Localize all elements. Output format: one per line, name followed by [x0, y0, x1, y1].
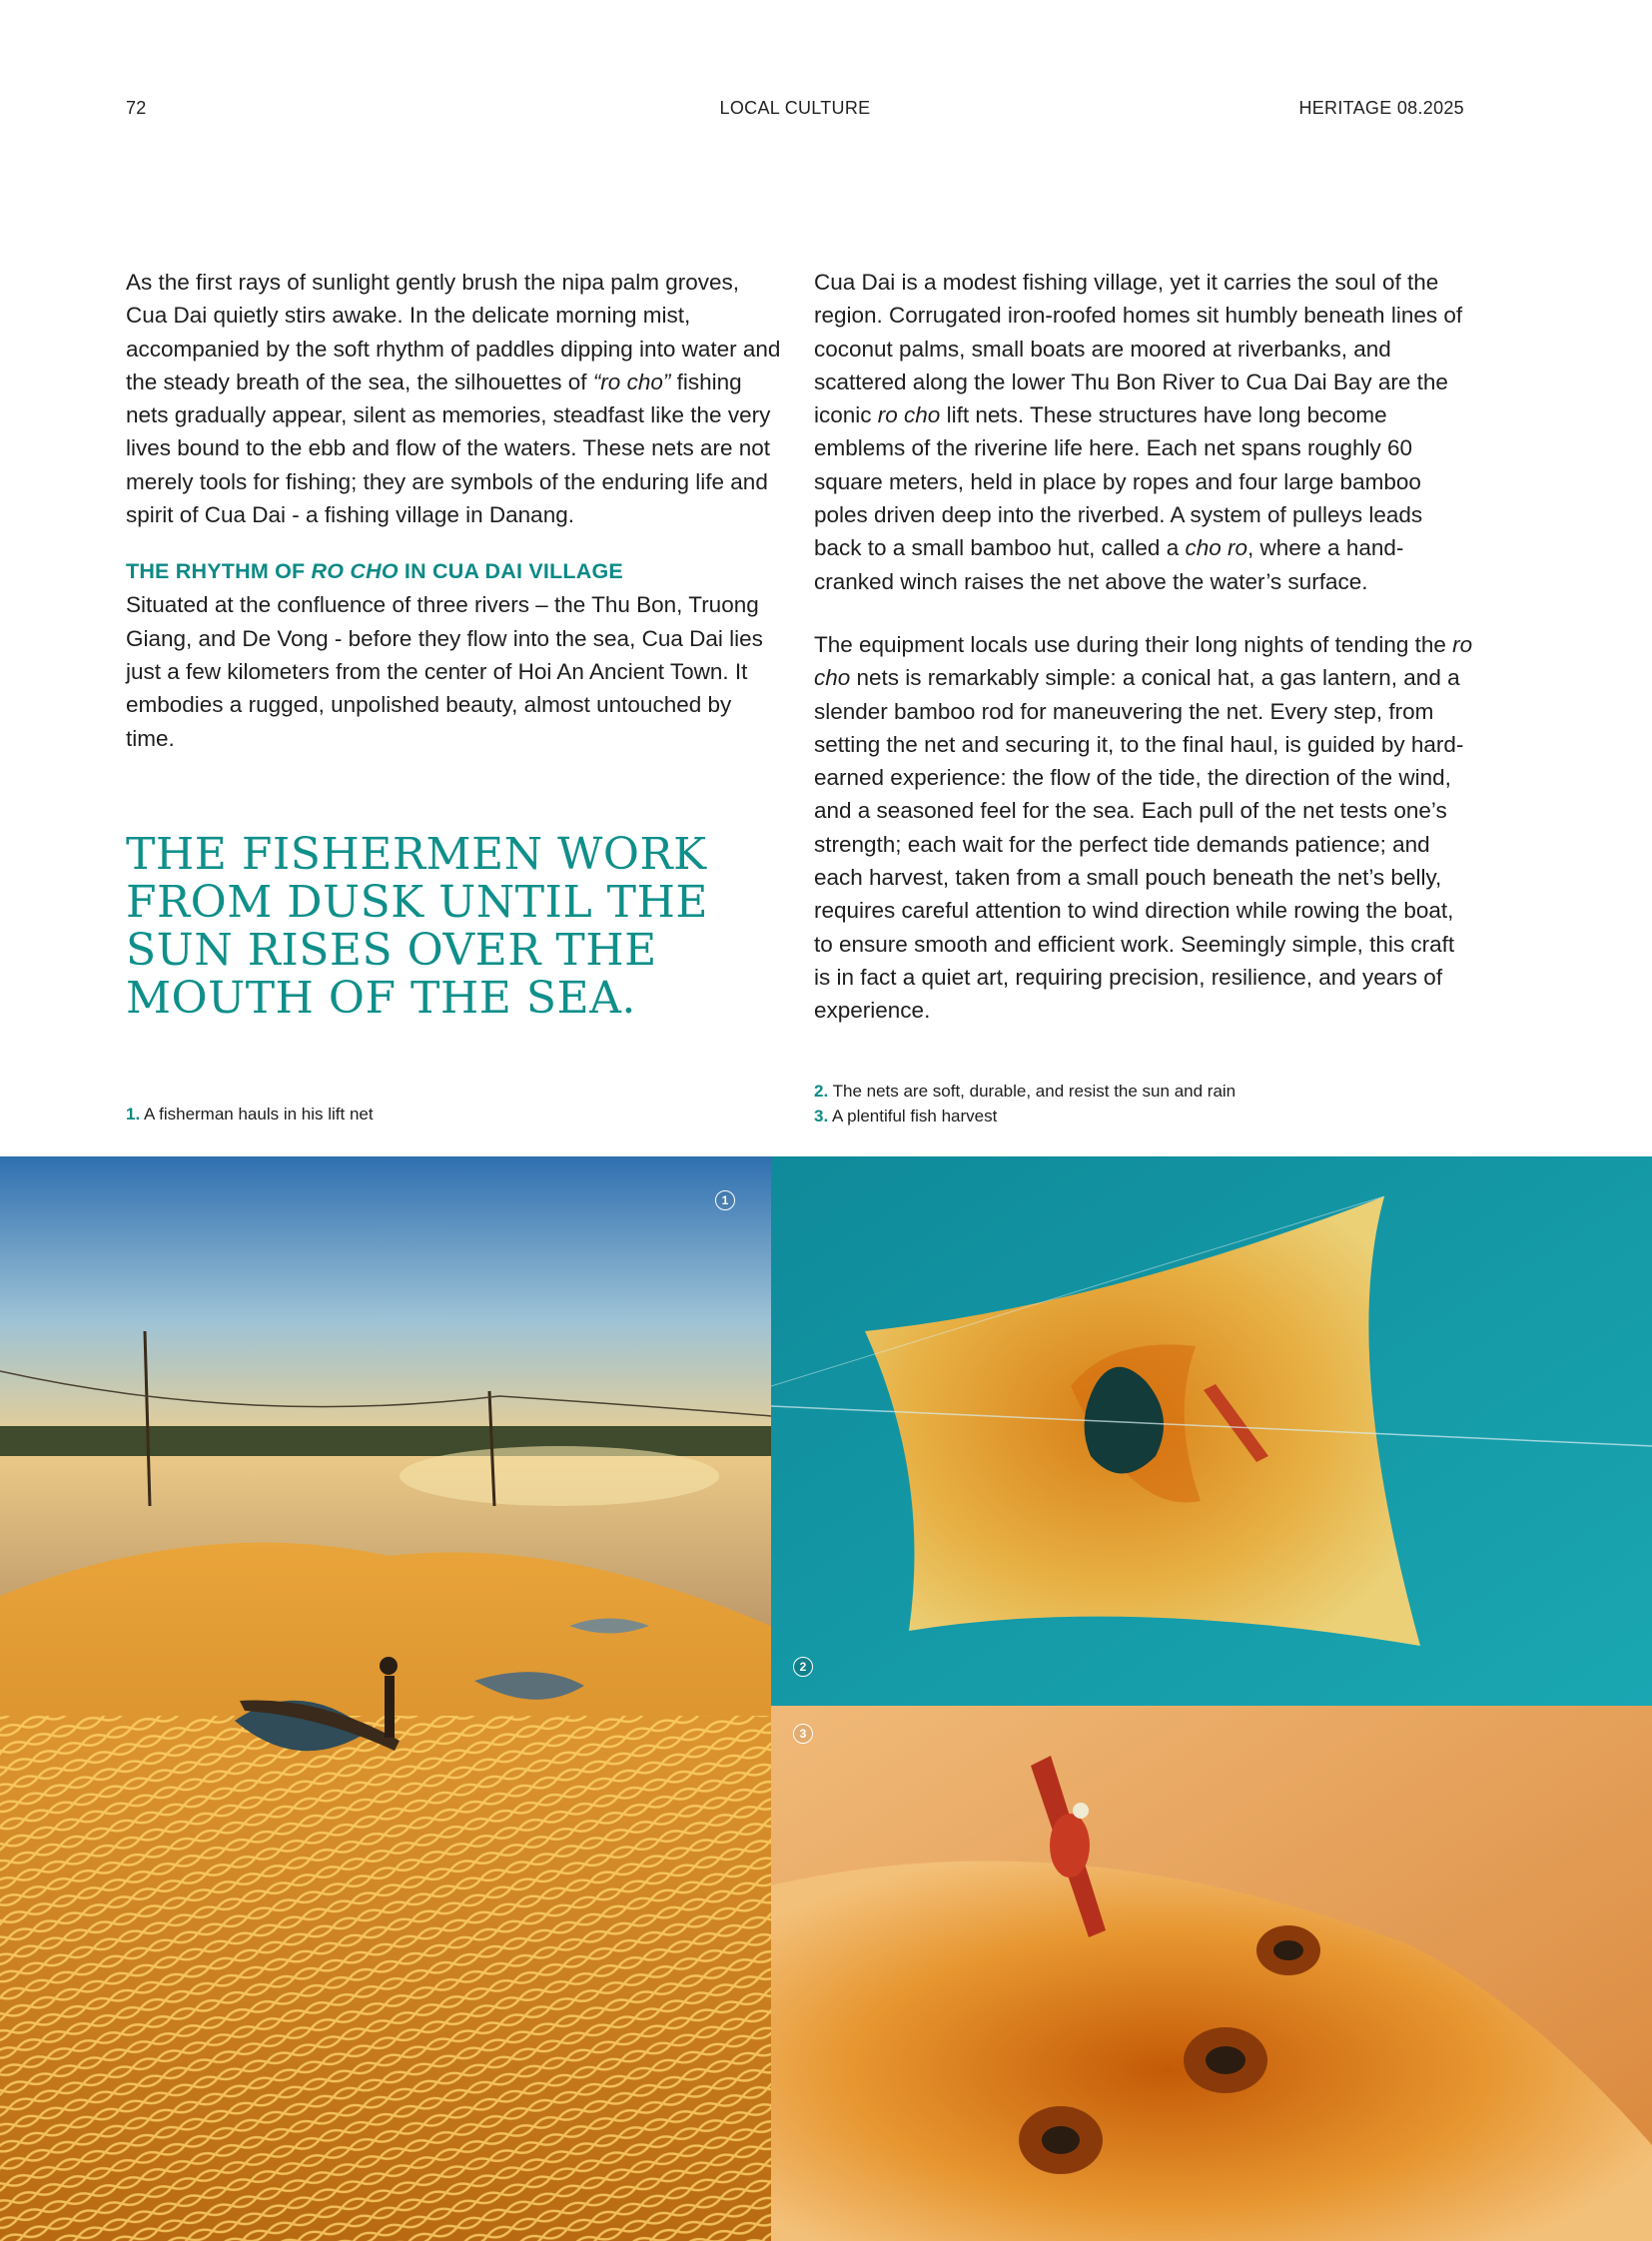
- caption-3: 3. A plentiful fish harvest: [814, 1107, 998, 1125]
- left-column: [126, 266, 785, 755]
- issue-label: HERITAGE 08.2025: [1298, 98, 1464, 118]
- page-number: 72: [126, 98, 147, 118]
- photo-number-badge-2: 2: [793, 1657, 813, 1677]
- right-column: [814, 266, 1473, 1028]
- intro-paragraph: As the first rays of sunlight gently brush the nipa palm groves, Cua Dai quietly stirs awake. In the delicate morning mist, accompanied by the soft rhythm of paddles dipping into water and the steady breath of the sea, the silhouettes of “ro cho” fishing nets gradually appear, silent as memories, steadfast like the very lives bound to the ebb and flow of the waters. These nets are not merely tools for fishing; they are symbols of the enduring life and spirit of Cua Dai - a fishing village in Danang.: [126, 270, 781, 528]
- photo-fish-harvest: [771, 1706, 1652, 2241]
- page-header: [126, 98, 1464, 122]
- intro-term: “ro cho”: [592, 369, 671, 394]
- body-paragraph-4: The equipment locals use during their long nights of tending the ro cho nets is remarkably simple: a conical hat, a gas lantern, and a slender bamboo rod for maneuvering the net. Every step, from setting the net and securing it, to the final haul, is guided by hard-earned experience: the flow of the tide, the direction of the wind, and a seasoned feel for the sea. Each pull of the net tests one’s strength; each wait for the perfect tide demands patience; and each harvest, taken from a small pouch beneath the net’s belly, requires careful attention to wind direction while rowing the boat, to ensure smooth and efficient work. Seemingly simple, this craft is in fact a quiet art, requiring precision, resilience, and years of experience.: [814, 631, 1473, 1024]
- pull-quote: THE FISHERMEN WORK FROM DUSK UNTIL THE SUN RISES OVER THE MOUTH OF THE SEA.: [126, 829, 708, 1024]
- photo-number-badge-1: 1: [715, 1190, 735, 1210]
- photo-fisherman-lift-net: [0, 1156, 771, 2241]
- section-subheading: THE RHYTHM OF RO CHO IN CUA DAI VILLAGE: [126, 559, 623, 584]
- photo-net-aerial-teal: [771, 1156, 1652, 1706]
- body-paragraph-2: Situated at the confluence of three rivers – the Thu Bon, Truong Giang, and De Vong - before they flow into the sea, Cua Dai lies just a few kilometers from the center of Hoi An Ancient Town. It embodies a rugged, unpolished beauty, almost untouched by time.: [126, 592, 763, 751]
- photo-number-badge-3: 3: [793, 1724, 813, 1744]
- section-title: LOCAL CULTURE: [719, 98, 871, 118]
- caption-2: 2. The nets are soft, durable, and resist the sun and rain: [814, 1082, 1237, 1101]
- body-paragraph-3: Cua Dai is a modest fishing village, yet it carries the soul of the region. Corrugated iron-roofed homes sit humbly beneath lines of coconut palms, small boats are moored at riverbanks, and scattered along the lower Thu Bon River to Cua Dai Bay are the iconic ro cho lift nets. These structures have long become emblems of the riverine life here. Each net spans roughly 60 square meters, held in place by ropes and four large bamboo poles driven deep into the riverbed. A system of pulleys leads back to a small bamboo hut, called a cho ro, where a hand-cranked winch raises the net above the water’s surface.: [814, 270, 1463, 594]
- captions-2-3: [814, 1079, 1236, 1128]
- caption-1: 1. A fisherman hauls in his lift net: [126, 1105, 374, 1123]
